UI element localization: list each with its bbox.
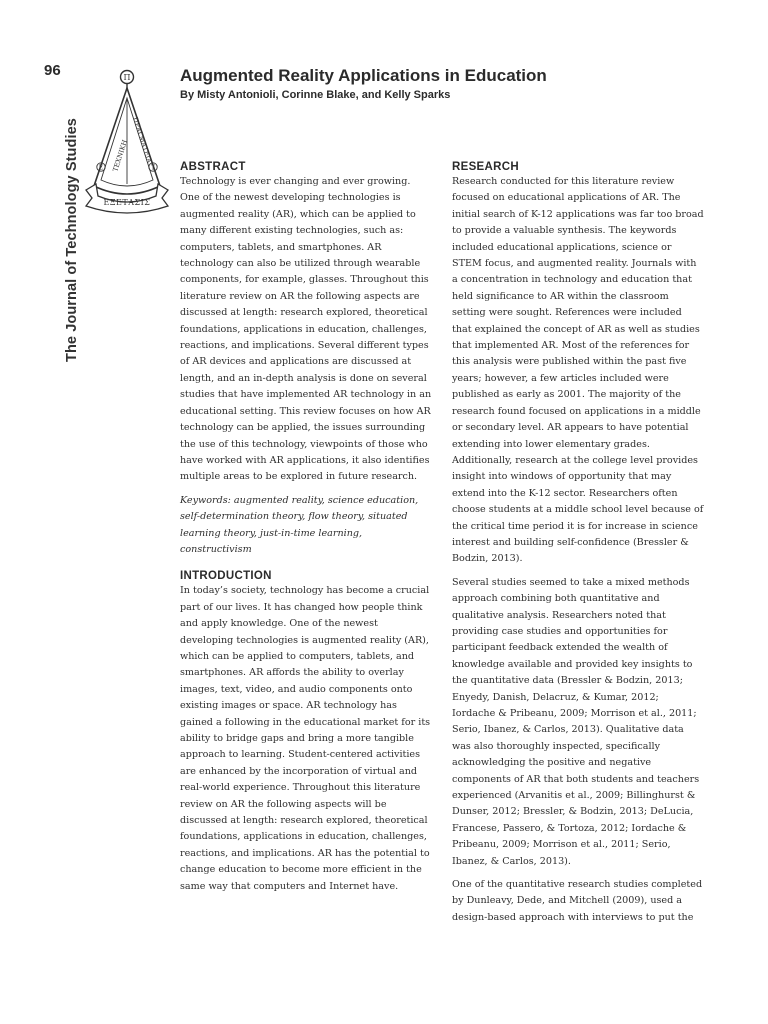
seal-letter-left: E <box>98 164 104 172</box>
seal-banner-text: ΕΞΕΤΑΣΙΣ <box>103 198 151 207</box>
seal-text-right: ΠΡΑΓΜΑΤΕΙΑ <box>131 116 154 164</box>
seal-letter-right: T <box>150 164 156 172</box>
abstract-text: Technology is ever changing and ever growing. One of the newest developing technologies is augmented reality (AR), which can be applied to many different existing technologies, such as: computers, tablets, and smartphones. AR technology can also be utilized through wearable components, for example, glasses. Throughout this literature review on AR the following aspects are discussed at length: research explored, theoretical foundations, applications in education, challenges, reactions, and implications. Several different types of AR devices and applications are discussed at length, and an in-depth analysis is done on several studies that have implemented AR technology in an educational setting. This review focuses on how AR technology can be applied, the issues surrounding the use of this technology, viewpoints of those who have worked with AR applications, it also identifies multiple areas to be explored in future research. <box>180 176 432 483</box>
left-column <box>180 160 432 895</box>
introduction-text: In today’s society, technology has become a crucial part of our lives. It has changed how people think and apply knowledge. One of the newest developing technologies is augmented reality (AR), which can be applied to computers, tablets, and smartphones. AR affords the ability to overlay images, text, video, and audio components onto existing images or space. AR technology has gained a following in the educational market for its ability to bridge gaps and bring a more tangible approach to learning. Student-centered activities are enhanced by the incorporation of virtual and real-world experience. Throughout this literature review on AR the following aspects will be discussed at length: research explored, theoretical foundations, applications in education, challenges, reactions, and implications. AR has the potential to change education to become more efficient in the same way that computers and Internet have. <box>180 585 431 892</box>
introduction-heading: INTRODUCTION <box>180 570 272 583</box>
article-title: Augmented Reality Applications in Education <box>180 66 547 85</box>
keywords: Keywords: augmented reality, science education, self-determination theory, flow theory, situated learning theory, just-in-time learning, constructivism <box>180 494 419 555</box>
seal-top-symbol: Π <box>123 73 131 83</box>
article-byline: By Misty Antonioli, Corinne Blake, and Kelly Sparks <box>180 89 451 101</box>
research-heading: RESEARCH <box>452 161 519 173</box>
research-paragraph-1: Research conducted for this literature review focused on educational applications of AR. The initial search of K-12 applications was far too broad to provide a valuable synthesis. The keywords included educational applications, science or STEM focus, and augmented reality. Journals with a concentration in technology and education that held significance to AR within the classroom setting were sought. References were included that explained the concept of AR as well as studies that implemented AR. Most of the references for this analysis were published within the past five years; however, a few articles included were published as early as 2001. The majority of the research found focused on applications in a middle or secondary level. AR appears to have potential extending into lower elementary grades. Additionally, research at the college level provides insight into windows of opportunity that may extend into the K-12 sector. Researchers often choose students at a middle school level because of the critical time period it is for increase in science interest and building self-confidence (Bressler & Bodzin, 2013). <box>452 176 704 565</box>
seal-text-left: TEXNIKH <box>111 138 130 173</box>
abstract-heading: ABSTRACT <box>180 161 246 173</box>
journal-name: The Journal of Technology Studies <box>64 118 80 362</box>
research-paragraph-3: One of the quantitative research studies completed by Dunleavy, Dede, and Mitchell (2009), used a design-based approach with interviews to put the <box>452 879 703 923</box>
journal-seal-logo <box>82 68 172 220</box>
research-paragraph-2: Several studies seemed to take a mixed methods approach combining both quantitative and qualitative analysis. Researchers noted that providing case studies and opportunities for participant feedback extended the wealth of knowledge available and provided key insights to the quantitative data (Bressler & Bodzin, 2013; Enyedy, Danish, Delacruz, & Kumar, 2012; Iordache & Pribeanu, 2009; Morrison et al., 2011; Serio, Ibanez, & Carlos, 2013). Qualitative data was also thoroughly inspected, specifically acknowledging the positive and negative components of AR that both students and teachers experienced (Arvanitis et al., 2009; Billinghurst & Dunser, 2012; Bressler, & Bodzin, 2013; DeLucia, Francese, Passero, & Tortoza, 2012; Iordache & Pribeanu, 2009; Morrison et al., 2011; Serio, Ibanez, & Carlos, 2013). <box>452 576 700 867</box>
page-number: 96 <box>44 62 61 79</box>
right-column <box>452 160 704 926</box>
